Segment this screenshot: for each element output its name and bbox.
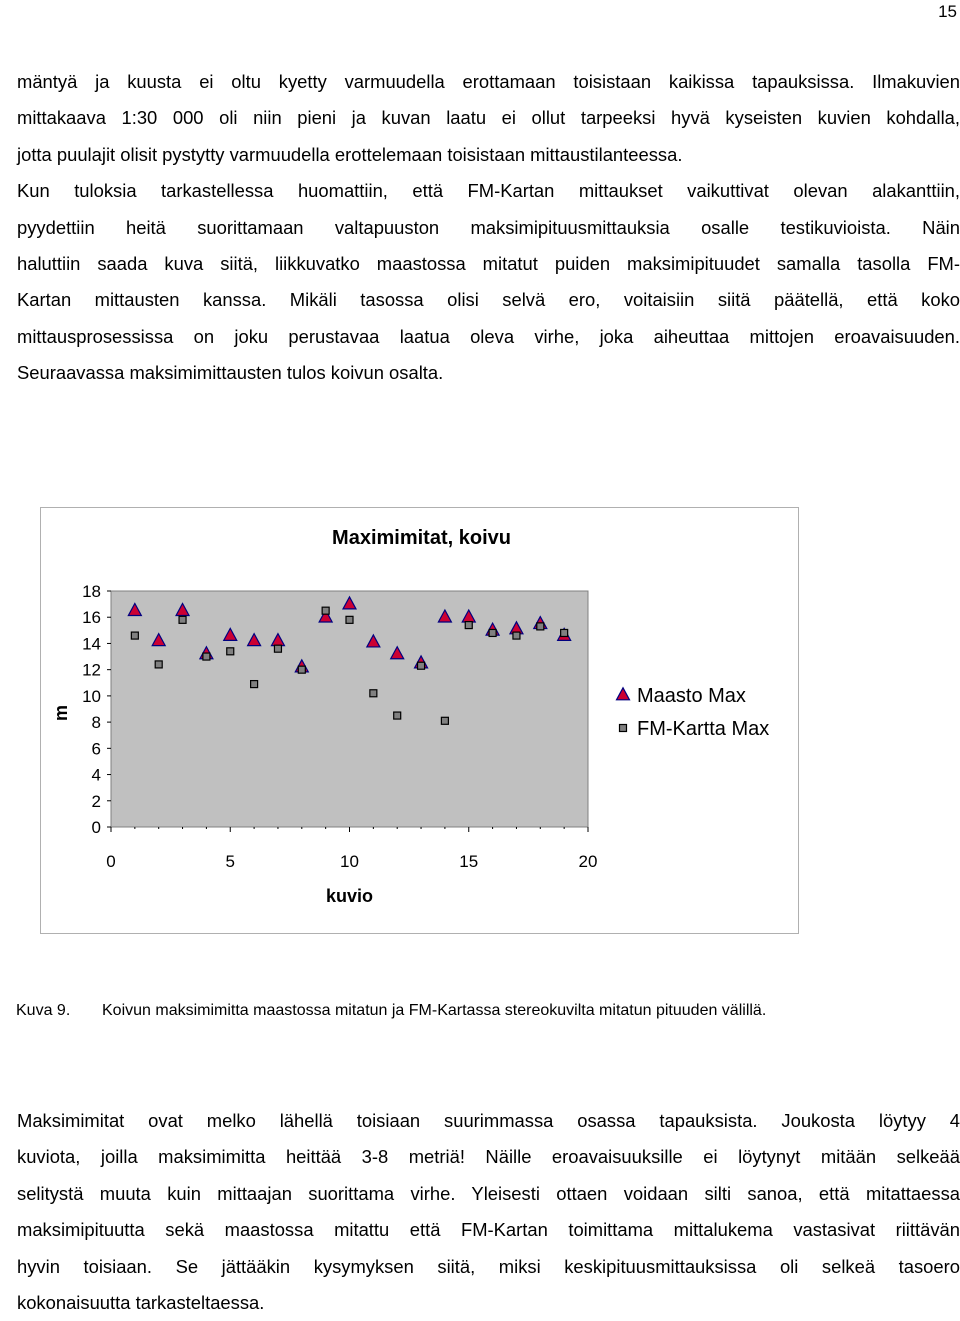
- chart-title: Maximimitat, koivu: [332, 527, 511, 549]
- y-tick-label: 12: [82, 660, 101, 680]
- body-paragraph-2: [17, 1103, 960, 1321]
- page-number: 15: [938, 2, 957, 21]
- text-line: Maksimimitat ovat melko lähellä toisiaan suurimmassa osassa tapauksista. Joukosta löytyy 4: [17, 1110, 960, 1131]
- fm-kartta-max-point: [465, 622, 472, 629]
- caption-text: Koivun maksimimitta maastossa mitatun ja FM-Kartassa stereokuvilta mitatun pituuden välillä.: [102, 1002, 767, 1019]
- text-line: mäntyä ja kuusta ei oltu kyetty varmuudella erottamaan toisistaan kaikissa tapauksissa. Ilmakuvien: [17, 71, 960, 92]
- text-line: kokonaisuutta tarkasteltaessa.: [17, 1292, 265, 1314]
- fm-kartta-max-point: [370, 690, 377, 697]
- fm-kartta-max-point: [227, 648, 234, 655]
- fm-kartta-max-point: [346, 616, 353, 623]
- y-tick-label: 8: [91, 713, 101, 733]
- y-axis-label: m: [51, 704, 71, 722]
- legend-label-maasto: Maasto Max: [637, 685, 746, 707]
- body-paragraph-1: [17, 64, 960, 392]
- y-tick-label: 2: [91, 791, 101, 811]
- scatter-chart: [41, 508, 798, 933]
- fm-kartta-max-point: [441, 717, 448, 724]
- fm-kartta-max-point: [179, 616, 186, 623]
- y-tick-label: 4: [91, 765, 101, 785]
- fm-kartta-max-point: [155, 661, 162, 668]
- y-tick-label: 6: [91, 739, 101, 759]
- caption-label: Kuva 9.: [16, 1002, 71, 1019]
- text-line: pyydettiin heitä suorittamaan valtapuuston maksimipituusmittauksia osalle testikuvioista. Näin: [17, 216, 960, 238]
- fm-kartta-max-point: [322, 607, 329, 614]
- y-tick-label: 0: [91, 818, 101, 837]
- legend-triangle-icon: [617, 688, 630, 700]
- text-line: kuviota, joilla maksimimitta heittää 3-8 metriä! Näille eroavaisuuksille ei löytynyt mitään selkeää: [17, 1146, 960, 1168]
- x-tick-label: 20: [578, 852, 598, 871]
- fm-kartta-max-point: [537, 623, 544, 630]
- fm-kartta-max-point: [489, 629, 496, 636]
- fm-kartta-max-point: [394, 712, 401, 719]
- fm-kartta-max-point: [274, 645, 281, 652]
- text-line: Kartan mittausten kanssa. Mikäli tasossa olisi selvä ero, voitaisiin siitä päätellä, että koko: [17, 289, 960, 311]
- x-tick-label: 10: [340, 852, 359, 871]
- text-line: mittausprosessissa on joku perustavaa laatua oleva virhe, joka aiheuttaa mittojen eroavaisuuden.: [17, 325, 960, 347]
- text-line: mittakaava 1:30 000 oli niin pieni ja kuvan laatu ei ollut tarpeeksi hyvä kyseisten kuvien kohdalla,: [17, 107, 960, 129]
- fm-kartta-max-point: [251, 681, 258, 688]
- fm-kartta-max-point: [418, 662, 425, 669]
- x-tick-label: 15: [459, 852, 479, 871]
- text-line: Kun tuloksia tarkastellessa huomattiin, että FM-Kartan mittaukset vaikuttivat olevan alakanttiin,: [17, 180, 960, 202]
- fm-kartta-max-point: [561, 629, 568, 636]
- y-tick-label: 16: [82, 608, 101, 628]
- x-axis-label: kuvio: [325, 886, 374, 906]
- y-tick-label: 10: [82, 686, 101, 706]
- legend-label-fm-kartta: FM-Kartta Max: [637, 718, 770, 740]
- x-tick-label: 0: [106, 852, 116, 871]
- text-line: Seuraavassa maksimimittausten tulos koivun osalta.: [17, 362, 444, 384]
- fm-kartta-max-point: [203, 653, 210, 660]
- fm-kartta-max-point: [131, 632, 138, 639]
- text-line: maksimipituutta sekä maastossa mitattu että FM-Kartan toimittama mittalukema vastasivat riittävän: [17, 1219, 960, 1241]
- text-line: haluttiin saada kuva siitä, liikkuvatko maastossa mitatut puiden maksimipituudet samalla tasolla FM-: [17, 253, 960, 275]
- fm-kartta-max-point: [298, 666, 305, 673]
- text-line: hyvin toisiaan. Se jättääkin kysymyksen siitä, miksi keskipituusmittauksissa oli selkeä tasoero: [17, 1255, 960, 1277]
- chart-frame: [40, 507, 799, 934]
- y-tick-label: 18: [82, 582, 101, 601]
- fm-kartta-max-point: [513, 632, 520, 639]
- y-tick-label: 14: [82, 634, 101, 654]
- text-line: jotta puulajit olisit pystytty varmuudella erottelemaan toisistaan mittaustilanteessa.: [17, 143, 683, 165]
- text-line: selitystä muuta kuin mittaajan suorittama virhe. Yleisesti ottaen voidaan silti sanoa, että mitattaessa: [17, 1182, 960, 1204]
- x-tick-label: 5: [225, 852, 235, 871]
- legend-square-icon: [620, 725, 627, 732]
